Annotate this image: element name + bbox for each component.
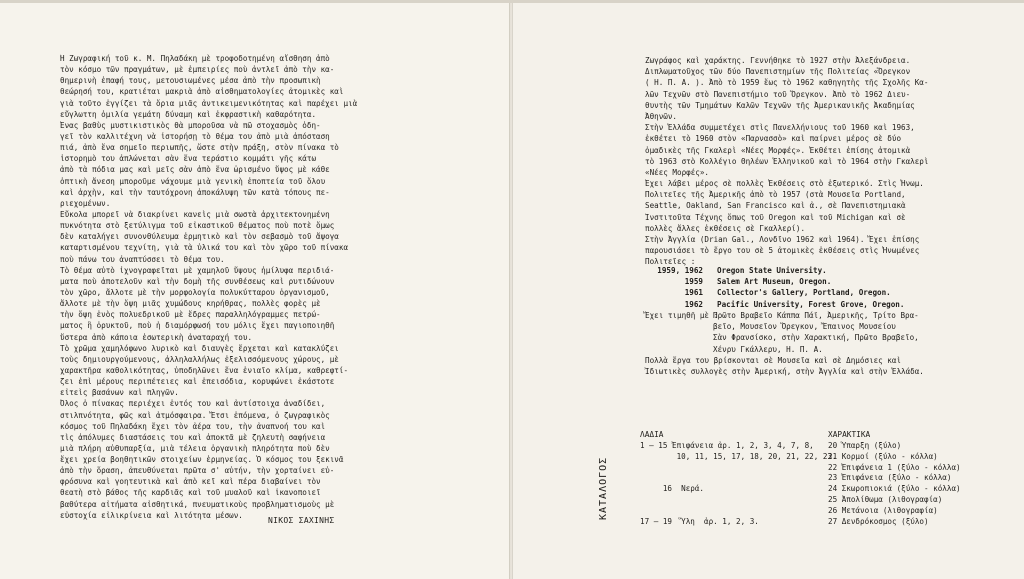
bio-line: Ἀθηνῶν. [645, 111, 678, 121]
essay-line: κόσμος τοῦ Πηλαδάκη ἔχει τὸν ἀέρα του, τὴν ἀναπνοή του καὶ [60, 421, 326, 431]
bio-line: Ἔχει λάβει μέρος σὲ πολλὲς Ἐκθέσεις στὸ ἐξωτερικό. Στὶς Ἡνωμ. [645, 179, 924, 189]
print-entry: 22 Ἐπιφάνεια 1 (ξύλο - κόλλα) [828, 462, 961, 472]
print-entry: 25 Ἀπολίθωμα (λιθογραφία) [828, 494, 943, 504]
essay-line: ὀπτικὴ ἄνεση μποροῦμε νάχουμε μιὰ γενικὴ ἐποπτεία τοῦ ὅλου [60, 176, 326, 186]
bio-line: παρουσιάσει τὸ ἔργο του σὲ 5 ἀτομικὲς ἐκθέσεις στὶς Ἡνωμένες [645, 246, 920, 256]
essay-line: πιά, ἀπὸ ἕνα σημεῖο περιωπῆς, ὥστε στὴν πράξη, στὸν πίνακα τὸ [60, 143, 339, 153]
essay-text [60, 53, 360, 521]
catalog-title: ΚΑΤΑΛΟΓΟΣ [598, 456, 609, 520]
essay-line: ἄλλοτε μὲ τὴν ὄψη μιᾶς χυμώδους κηρήθρας, πολλὲς φορὲς μὲ [60, 299, 321, 309]
essay-line: θεώρησή του, κρατιέται μακριὰ ἀπὸ αἰσθηματολογίες ἀτομικὲς καὶ [60, 87, 344, 97]
awards-label [645, 321, 713, 332]
author-signature: ΝΙΚΟΣ ΣΑΧΙΝΗΣ [268, 516, 335, 525]
award-line: βεῖο, Μουσεῖον Ὄρεγκον, Ἔπαινος Μουσείου [713, 322, 896, 332]
award-line: Χένρυ Γκάλλερυ, Η. Π. Α. [713, 344, 823, 354]
essay-line: μιὰ πλήρη αὐθυπαρξία, μιὰ τέλεια ὀργανικὴ πληρότητα ποὺ δὲν [60, 443, 330, 453]
essay-line: ἱστορημὸ του ἀπλώνεται σὰν ἕνα τεράστιο κομμάτι γῆς κάτω [60, 154, 317, 164]
essay-line: στιλπνότητα, φῶς καὶ ἀτμόσφαιρα. Ἔτσι ἐπόμενα, ὁ ζωγραφικὸς [60, 410, 330, 420]
essay-line: πυκνότητα στὸ ξετύλιγμα τοῦ εἰκαστικοῦ θέματος ποὺ ποτὲ ὅμως [60, 221, 335, 231]
essay-line: βαθύτερα αἰτήματα αἰσθητικά, πνευματικοὺς προβληματισμοὺς μὲ [60, 499, 335, 509]
collections-note [645, 355, 924, 377]
essay-line: τὶς ἀπόλυμες διαστάσεις του καὶ ἀποκτᾶ μὲ ζηλευτὴ σαφήνεια [60, 432, 326, 442]
solo-exhibitions-list [645, 265, 904, 310]
award-line: Πρῶτο Βραβεῖο Κάππα Πάϊ, Ἀμερικῆς, Τρίτο Βρα- [713, 311, 919, 320]
award-row [645, 310, 919, 321]
exhibition-row [645, 287, 904, 298]
bio-line: λῶν Τεχνῶν στὸ Πανεπιστήμιο τοῦ Ὄρεγκον. Ἀπὸ τὸ 1962 Διευ- [645, 89, 911, 99]
oil-entry: 10, 11, 15, 17, 18, 20, 21, 22, 23. [640, 451, 837, 461]
essay-line: φρόσυνα καὶ γοητευτικὰ καὶ ἀπὸ κεῖ καὶ πέρα διαβαίνει τὸν [60, 477, 321, 487]
essay-line: ποὺ πάνω του ἀναπτύσσει τὸ θέμα του. [60, 254, 225, 264]
essay-line: θεατὴ στὸ βάθος τῆς καρδιᾶς καὶ τοῦ μυαλοῦ καὶ ἱκανοποιεῖ [60, 488, 321, 498]
exhibition-row [645, 299, 904, 310]
essay-line: ριεχομένων. [60, 198, 111, 208]
awards-label: Ἔχει τιμηθῆ μὲ : [645, 311, 719, 320]
essay-line: καὶ ἀρχὴν, καὶ τὴν ταυτόχρονη ἀποκάλυψη τῶν κατὰ τόπους πε- [60, 187, 330, 197]
essay-line: τοὺς δημιουργούμενους, ἀλληλαλλήλως ἐξελισσόμενους χώρους, μὲ [60, 354, 339, 364]
essay-line: χαρακτῆρα καθολικότητας, ὑποδηλῶνει ἕνα ἑνιαῖο κλίμα, καθρεφτί- [60, 365, 349, 375]
essay-line: τὸν χῶρο, ἄλλοτε μὲ τὴν μορφολογία πολυκύτταρου ὀργανισμοῦ, [60, 287, 330, 297]
essay-line: εὔγλωττη ὁμιλία γεμάτη δύναμη καὶ ἐκφραστικὴ καθαρότητα. [60, 109, 317, 119]
oil-entry: 17 — 19 Ὕλη ἀρ. 1, 2, 3. [640, 516, 759, 526]
print-entry: 27 Δενδρόκοσμος (ξύλο) [828, 516, 929, 526]
essay-line: τὴν ὄψη ἑνὸς πολυεδρικοῦ μὲ ἕδρες παραλληλόγραμμες πετρώ- [60, 310, 321, 320]
bio-line: Διπλωματοῦχος τῶν δύο Πανεπιστημίων τῆς Πολιτείας «Ὄρεγκον [645, 67, 911, 77]
award-row [645, 332, 919, 343]
exhibition-year: 1959, 1962 [657, 266, 703, 275]
essay-line: Εὔκολα μπορεῖ νὰ διακρίνει κανεὶς μιὰ σωστὰ ἀρχιτεκτονημένη [60, 209, 330, 219]
essay-line: εἰτεὶς βασάνων καὶ πληγῶν. [60, 388, 179, 398]
exhibition-row [645, 276, 904, 287]
essay-line: ἀπὸ τὰ πόδια μας καὶ μεῖς σὰν ἀπὸ ἕνα ὡρισμένο ὕψος μὲ κάθε [60, 165, 330, 175]
essay-line: γεῖ τὸν καλλιτέχνη νὰ ἱστορήσῃ τὸ θέμα του ἀπὸ μιὰ ἀπόσταση [60, 131, 330, 141]
essay-line: εὐστοχία εἰλικρίνεια καὶ λιτότητα μέσων. [60, 510, 243, 520]
exhibition-venue: Oregon State University. [717, 266, 827, 275]
essay-line: τὸν κόσμο τῶν πραγμάτων, μὲ ἐμπειρίες ποὺ ἀντλεῖ ἀπὸ τὴν κα- [60, 65, 335, 75]
bio-line: Ζωγράφος καὶ χαράκτης. Γεννήθηκε τὸ 1927 στὴν Ἀλεξάνδρεια. [645, 56, 911, 65]
page-top-edge [0, 0, 1024, 3]
bio-line: Seattle, Oakland, San Francisco καὶ ἀ., σὲ Πανεπιστημιακὰ [645, 201, 906, 211]
bio-line: Ἰνστιτοῦτα Τέχνης ὅπως τοῦ Oregon καὶ τοῦ Michigan καὶ σὲ [645, 212, 906, 222]
print-entry: 26 Μετάνοια (λιθογραφία) [828, 505, 938, 515]
bio-line: Στὴν Ἀγγλία (Drian Gal., Λονδῖνο 1962 καὶ 1964). Ἔχει ἐπίσης [645, 235, 920, 244]
exhibition-year: 1959 [684, 277, 703, 287]
essay-line: ὕστερα ἀπὸ κάποια ἐσωτερικὴ ἀναταραχή του. [60, 332, 253, 342]
oil-paintings-list [640, 441, 837, 527]
essay-line: ματα ποὺ ἀποτελοῦν καὶ τὴν δομὴ τῆς συνθέσεως καὶ ρυτιδώνουν [60, 276, 335, 286]
bio-line: «Νέες Μορφές». [645, 167, 710, 177]
oil-entry: 1 — 15 Ἐπιφάνεια ἀρ. 1, 2, 3, 4, 7, 8, [640, 441, 814, 450]
essay-line: καταρτισμένου τεχνίτη, γιὰ τὰ ὑλικά του καὶ τὸν χῶρο τοῦ πίνακα [60, 243, 349, 253]
essay-line: Ἕνας βαθὺς μυστικιστικὸς θὰ μποροῦσα νὰ πῶ στοχασμὸς ὁδη- [60, 120, 321, 130]
oil-list-gap [640, 463, 837, 485]
essay-line: θημερινὴ ἐπαφή τους, μετουσιωμένες μέσα ἀπὸ τὴν προσωπικὴ [60, 76, 321, 86]
prints-list [828, 441, 961, 527]
essay-line: Ἡ Ζωγραφική τοῦ κ. Μ. Πηλαδάκη μὲ τροφοδοτημένη αἴσθηση ἀπὸ [60, 54, 330, 63]
awards-section [645, 310, 919, 355]
bio-line: πολλὲς ἄλλες ἐκθέσεις σὲ Γκαλλερί). [645, 223, 806, 233]
essay-line: Ὅλος ὁ πίνακας περιέχει ἐντός του καὶ ἀντίστοιχα ἀναδίδει, [60, 399, 326, 409]
artist-biography [645, 55, 955, 268]
print-entry: 21 Κορμοί (ξύλο - κόλλα) [828, 451, 938, 461]
awards-label [645, 344, 713, 355]
bio-line: Πολιτεῖες τῆς Ἀμερικῆς ἀπὸ τὸ 1957 (στὰ Μουσεῖα Portland, [645, 190, 906, 200]
bio-line: ἐκθέτει τὸ 1960 στὸν «Παρνασσὸ» καὶ παίρνει μέρος σὲ δύο [645, 134, 902, 144]
awards-label [645, 332, 713, 343]
essay-line: ἔχει χρεία βοηθητικῶν στοιχείων ἑρμηνείας. Ὁ κόσμος του ξεκινᾶ [60, 455, 344, 465]
essay-line: ἀπὸ τὴν ὅραση, ἀπευθύνεται πρῶτα σ' αὐτήν, τὴν χορταίνει εὐ- [60, 466, 335, 476]
award-row [645, 344, 919, 355]
bio-line: ὁμαδικὲς τῆς Γκαλερὶ «Νέες Μορφές». Ἐκθέτει ἐπίσης ἀτομικὰ [645, 145, 911, 155]
bio-line: Στὴν Ἑλλάδα συμμετέχει στὶς Πανελλήνιους τοῦ 1960 καὶ 1963, [645, 123, 915, 133]
exhibition-year: 1962 [684, 299, 703, 309]
exhibition-venue: Salem Art Museum, Oregon. [717, 277, 832, 287]
exhibition-row [645, 265, 904, 276]
essay-line: Τὸ θέμα αὐτὸ ἰχνογραφεῖται μὲ χαμηλοῦ ὕψους ἡμίλυφα περιδιά- [60, 265, 335, 275]
essay-line: ματος ἢ ὀρυκτοῦ, ποὺ ἡ διαμόρφωσή του μόλις ἔχει παγιοποιηθῆ [60, 321, 335, 331]
collections-line: Πολλὰ ἔργα του βρίσκονται σὲ Μουσεῖα καὶ σὲ Δημόσιες καὶ [645, 356, 902, 365]
essay-line: γιὰ τοῦτο ἐγγίζει τὰ ὅρια μιᾶς ἀντικειμενικότητας καὶ παρέχει μιὰ [60, 98, 358, 108]
bio-line: ( Η. Π. Α. ). Ἀπὸ τὸ 1959 ἕως τὸ 1962 καθηγητὴς τῆς Σχολῆς Κα- [645, 78, 929, 88]
bio-line: Πολιτεῖες : [645, 257, 696, 267]
exhibition-venue: Pacific University, Forest Grove, Oregon. [717, 299, 905, 309]
print-entry: 20 Ὑπαρξη (ξύλο) [828, 441, 902, 450]
essay-line: Τὸ χρῶμα χαμηλόφωνο λυρικὸ καὶ διαυγὲς ἔρχεται καὶ κατακλύζει [60, 343, 339, 353]
collections-line: Ἰδιωτικὲς συλλογὲς στὴν Ἀμερική, στὴν Ἀγγλία καὶ στὴν Ἑλλάδα. [645, 367, 924, 377]
essay-line: ζει ἐπὶ μέρους περιπέτειες καὶ ἐπεισόδια, κορυφώνει ἐκάστοτε [60, 377, 335, 387]
award-row [645, 321, 919, 332]
oil-list-gap [640, 495, 837, 517]
oil-entry: 16 Νερά. [640, 484, 705, 494]
award-line: Σὰν Φρανσίσκο, στὴν Χαρακτική, Πρῶτο Βραβεῖο, [713, 333, 919, 343]
exhibition-year: 1961 [684, 288, 703, 298]
print-entry: 23 Ἐπιφάνεια (ξύλο - κόλλα) [828, 473, 952, 483]
prints-heading: ΧΑΡΑΚΤΙΚΑ [828, 430, 871, 439]
print-entry: 24 Σκωροπιοκιά (ξύλο - κόλλα) [828, 484, 961, 494]
exhibition-venue: Collector's Gallery, Portland, Oregon. [717, 288, 891, 298]
bio-line: θυντὴς τῶν Τμημάτων Καλῶν Τεχνῶν τῆς Ἀμερικανικῆς Ἀκαδημίας [645, 100, 915, 110]
essay-line: δὲν καταλήγει συνονθύλευμα ἐρμητικὸ καὶ τὸν σεβασμὸ τοῦ ἄψογα [60, 232, 339, 242]
oils-heading: ΛΑΔΙΑ [640, 430, 664, 439]
bio-line: τὸ 1963 στὸ Κολλέγιο Θηλέων Ἑλληνικοῦ καὶ τὸ 1964 στὴν Γκαλερὶ [645, 156, 929, 166]
